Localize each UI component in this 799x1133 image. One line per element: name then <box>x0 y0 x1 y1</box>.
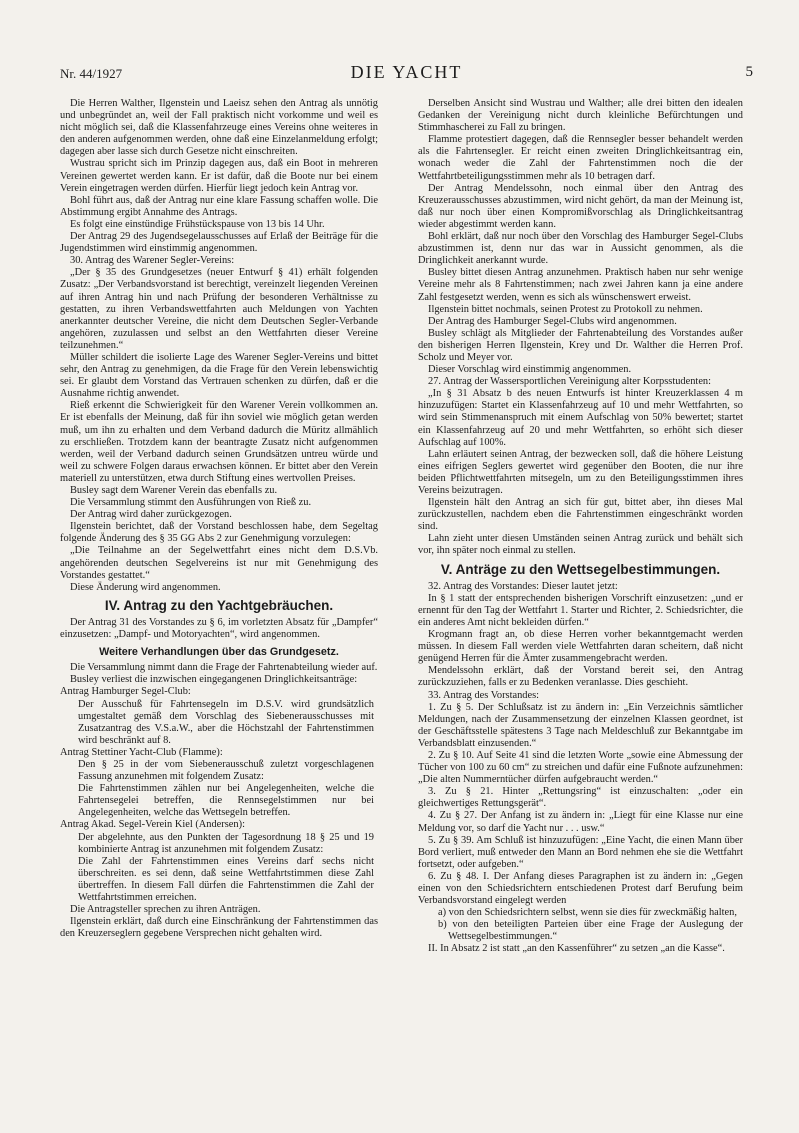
paragraph: Der Antrag 29 des Jugendsegelausschusses auf Erlaß der Beiträge für die Jugendstimmen wird einstimmig angenommen. <box>60 231 378 255</box>
list-item: 6. Zu § 48. I. Der Anfang dieses Paragraphen ist zu ändern in: „Gegen einen von den Schiedsrichtern entschiedenen Protest darf Berufung beim Verbandsvorstand eingelegt werden <box>418 870 743 907</box>
section-heading: V. Anträge zu den Wettsegelbestimmungen. <box>440 561 721 577</box>
paragraph: Flamme protestiert dagegen, daß die Rennsegler besser behandelt werden als die Fahrtensegler. Er reicht einen zweiten Dringlichkeitsantrag ein, wonach weder die Zahl der Fahrtenstimmen noch die der Wettfahrtbeteiligungsstimmen mehr als 10 betragen darf. <box>418 134 743 182</box>
paragraph: Diese Änderung wird angenommen. <box>70 581 221 593</box>
paragraph: Die Versammlung nimmt dann die Frage der Fahrtenabteilung wieder auf. <box>70 662 378 674</box>
paragraph: Der Antrag wird daher zurückgezogen. <box>70 509 232 521</box>
paragraph: Der Antrag des Hamburger Segel-Clubs wird angenommen. <box>428 315 677 327</box>
paragraph: In § 1 statt der entsprechenden bisherigen Vorschrift einzusetzen: „und er ernennt für den Tag der Wettfahrt 1. Starter und Richter, 2. Schiedsrichter, die ein anderes Amt nicht bekleiden dürfen.“ <box>418 592 743 628</box>
paragraph: Ilgenstein berichtet, daß der Vorstand beschlossen habe, dem Segeltag folgende Änderung des § 35 GG Abs 2 zur Genehmigung vorzulegen: <box>60 521 378 545</box>
paragraph: Busley verliest die inzwischen eingegangenen Dringlichkeitsanträge: <box>70 674 358 686</box>
paragraph: Es folgt eine einstündige Frühstückspause von 13 bis 14 Uhr. <box>70 218 325 230</box>
list-item: 5. Zu § 39. Am Schluß ist hinzuzufügen: „Eine Yacht, die einen Mann über Bord verliert, muß entweder den Mann an Bord nehmen ehe sie die Wettfahrt fortsetzt, oder aufgeben.“ <box>418 834 743 870</box>
page-header <box>60 62 753 86</box>
paragraph: Dieser Vorschlag wird einstimmig angenommen. <box>428 364 632 376</box>
paragraph: Die Herren Walther, Ilgenstein und Laeisz sehen den Antrag als unnötig und unbegründet an, weil der Fall praktisch nicht vorkomme und weil es nicht möglich sei, daß die Klassenfahrzeuge eines Vereins ohne weiteres in den anderen aufgenommen werden, ohne daß eine Einzelanmeldung erfolgt; dagegen aber lasse sich durch Gesetze nicht einschreiten. <box>60 98 378 158</box>
page-number: 5 <box>745 64 753 80</box>
motion-text: Der abgelehnte, aus den Punkten der Tagesordnung 18 § 25 und 19 kombinierte Antrag ist anzunehmen mit folgendem Zusatz: <box>78 831 374 855</box>
paragraph: 33. Antrag des Vorstandes: <box>428 689 540 701</box>
paragraph: Ilgenstein erklärt, daß durch eine Einschränkung der Fahrtenstimmen das den Kreuzerseglern gegebene Versprechen nicht gehalten wird. <box>60 916 378 940</box>
list-item: II. In Absatz 2 ist statt „an den Kassenführer“ zu setzen „an die Kasse“. <box>428 943 725 955</box>
motion-text: Der Ausschuß für Fahrtensegeln im D.S.V. wird grundsätzlich umgestaltet gemäß dem Vorschlag des Siebenerausschusses mit Zusatzantrag des V.S.a.W., aber die Höchstzahl der Fahrtenstimmen wird beschränkt auf 8. <box>78 698 374 746</box>
motion-heading: Antrag Akad. Segel-Verein Kiel (Andersen): <box>60 819 245 831</box>
section-heading: IV. Antrag zu den Yachtgebräuchen. <box>104 597 334 613</box>
paragraph: Der Antrag Mendelssohn, noch einmal über den Antrag des Kreuzerausschusses abzustimmen, wird nicht gehört, da man der Meinung ist, daß nur noch über einen Kompromißvorschlag als Dringlichkeitsantrag wieder abgestimmt werden kann. <box>418 182 743 230</box>
paragraph: Lahn zieht unter diesen Umständen seinen Antrag zurück und behält sich vor, ihn später noch einmal zu stellen. <box>418 533 743 557</box>
list-item: 3. Zu § 21. Hinter „Rettungsring“ ist einzuschalten: „oder ein gleichwertiges Rettungsgerät“. <box>418 786 743 810</box>
paragraph: Die Versammlung stimmt den Ausführungen von Rieß zu. <box>70 497 312 509</box>
subsection-heading: Weitere Verhandlungen über das Grundgesetz. <box>99 646 339 659</box>
motion-heading: Antrag Hamburger Segel-Club: <box>60 686 191 698</box>
list-item: 2. Zu § 10. Auf Seite 41 sind die letzten Worte „sowie eine Abmessung der Tücher von 100 zu 60 cm“ zu streichen und dafür eine Fußnote aufzunehmen: „Die alten Nummerntücher dürfen aufgebraucht werden.“ <box>418 749 743 786</box>
paragraph: Krogmann fragt an, ob diese Herren vorher bekanntgemacht werden müssen. In diesem Fall werden viele Wettfahrten daran scheitern, daß nicht genügend Herren für die Ämter zusammengebracht werden. <box>418 629 743 665</box>
paragraph: Lahn erläutert seinen Antrag, der bezwecken soll, daß die höhere Leistung eines eifrigen Seglers gewertet wird gegenüber den Booten, die nur ihre beiden Pflichtwettfahrten mitsegeln, um zu den Beteiligungsstimmen ihres Vereins beizutragen. <box>418 448 743 496</box>
list-item: 4. Zu § 27. Der Anfang ist zu ändern in: „Liegt für eine Klasse nur eine Meldung vor, so darf die Yacht nur . . . usw.“ <box>418 810 743 834</box>
paragraph: Mendelssohn erklärt, daß der Vorstand bereit sei, den Antrag zurückzuziehen, falls er zu Bedenken veranlasse. Dies geschieht. <box>418 665 743 689</box>
paragraph: Busley sagt dem Warener Verein das ebenfalls zu. <box>70 485 278 496</box>
paragraph: Ilgenstein bittet nochmals, seinen Protest zu Protokoll zu nehmen. <box>428 303 703 315</box>
motion-text: Die Fahrtenstimmen zählen nur bei Angelegenheiten, welche die Fahrtensegelei betreffen, die Rennsegelstimmen nur bei Angelegenheiten, welche das Wettsegeln betreffen. <box>78 783 374 819</box>
quoted-paragraph: „Der § 35 des Grundgesetzes (neuer Entwurf § 41) erhält folgenden Zusatz: „Der Verbandsvorstand ist berechtigt, vereinzelt liegenden Vereinen auf ihren Antrag hin und nach Prüfung der besonderen Verhältnisse zu gestatten, zu ihren Verbandswettfahrten auch Meldungen von Yachten anerkannter deutscher Vereine, die nicht dem Deutschen Segler-Verbande angehören, zuzulassen und selbst an den Wettfahrten dieser Vereine teilzunehmen.“ <box>60 267 378 351</box>
paragraph: Ilgenstein hält den Antrag an sich für gut, bittet aber, ihn dieses Mal zurückzustellen, nachdem eben die Fahrtenstimmen eingeschränkt worden sind. <box>418 497 743 533</box>
list-item: 1. Zu § 5. Der Schlußsatz ist zu ändern in: „Ein Verzeichnis sämtlicher Meldungen, nach der Zusammensetzung der einzelnen Klassen geordnet, ist der Geschäftsstelle spätestens 3 Tage nach Meldeschluß zur Bekanntgabe im Verbandsblatt einzusenden.“ <box>418 701 743 749</box>
right-column <box>418 98 743 956</box>
motion-text: Den § 25 in der vom Siebenerausschuß zuletzt vorgeschlagenen Fassung anzunehmen mit folgendem Zusatz: <box>78 758 374 783</box>
motion-text: Die Zahl der Fahrtenstimmen eines Vereins darf sechs nicht überschreiten. es sei denn, daß seine Wettfahrtstimmen diese Zahl übertreffen. In diesem Fall dürfen die Fahrtenstimmen die Zahl der Wettfahrtstimmen erreichen. <box>78 855 374 903</box>
quoted-paragraph: „Die Teilnahme an der Segelwettfahrt eines nicht dem D.S.Vb. angehörenden deutschen Segelvereins ist nur mit Genehmigung des Vorstandes gestattet.“ <box>60 545 378 581</box>
paragraph: 27. Antrag der Wassersportlichen Vereinigung alter Korpsstudenten: <box>428 376 712 388</box>
quoted-paragraph: „In § 31 Absatz b des neuen Entwurfs ist hinter Kreuzerklassen 4 m hinzuzufügen: Startet ein Klassenfahrzeug auf 10 und mehr Wettfahrten, so wird sein Stimmenanspruch mit einem Aufschlag von 50% bewertet; startet ein Klassenfahrzeug auf 20 und mehr Wettfahrten, so erhöht sich dieser Aufschlag auf 100%. <box>418 388 743 448</box>
paragraph: Busley schlägt als Mitglieder der Fahrtenabteilung des Vorstandes außer den bisherigen Herren Ilgenstein, Krey und Dr. Walther die Herren Prof. Scholz und Meyer vor. <box>418 327 743 363</box>
paragraph: 30. Antrag des Warener Segler-Vereins: <box>70 255 235 267</box>
paragraph: Der Antrag 31 des Vorstandes zu § 6, im vorletzten Absatz für „Dampfer“ einzusetzen: „Dampf- und Motoryachten“, wird angenommen. <box>60 616 378 641</box>
sub-list-item: a) von den Schiedsrichtern selbst, wenn sie dies für zweckmäßig halten, <box>438 907 737 919</box>
paragraph: Busley bittet diesen Antrag anzunehmen. Praktisch haben nur sehr wenige Vereine mehr als 8 Fahrtenstimmen; nach zwei Jahren kann ja eine andere Zahl festgesetzt werden, wenn es sich als wünschenswert erweist. <box>418 267 743 303</box>
paragraph: Wustrau spricht sich im Prinzip dagegen aus, daß ein Boot in mehreren Vereinen gewertet werden kann. Er ist dafür, daß die Boote nur bei einem Verein eingetragen werden dürfen. Hierfür liegt jedoch kein Antrag vor. <box>60 158 378 194</box>
paragraph: Rieß erkennt die Schwierigkeit für den Warener Verein vollkommen an. Er ist ebenfalls der Meinung, daß für ihn soviel wie möglich getan werden muß, um ihn zu erhalten und dem Verband dadurch die Müritz allmählich zu erschließen. Trotzdem kann der beantragte Zusatz nicht aufgenommen werden, weil der Verband dadurch seinen Grundsätzen untreu würde und weil zu schwere Folgen daraus erwachsen können. Er bittet aber den Verein materiell zu unterstützen, etwa durch Stiftung eines wertvollen Preises. <box>60 400 378 484</box>
paragraph: Bohl führt aus, daß der Antrag nur eine klare Fassung schaffen wolle. Die Abstimmung ergibt Annahme des Antrags. <box>60 194 378 218</box>
sub-list-item: b) von den beteiligten Parteien über eine Frage der Auslegung der Wettsegelbestimmungen.“ <box>438 919 743 943</box>
paragraph: Die Antragsteller sprechen zu ihren Anträgen. <box>70 904 261 916</box>
paragraph: 32. Antrag des Vorstandes: Dieser lautet jetzt: <box>428 580 618 592</box>
paragraph: Derselben Ansicht sind Wustrau und Walther; alle drei bitten den idealen Gedanken der Vereinigung nicht durch kleinliche Befürchtungen und Stimmhascherei zu Fall zu bringen. <box>418 98 743 134</box>
left-column <box>60 98 378 940</box>
magazine-title: DIE YACHT <box>350 62 463 82</box>
paragraph: Müller schildert die isolierte Lage des Warener Segler-Vereins und bittet sehr, den Antrag zu genehmigen, da die Frage für den Verein lebenswichtig sei. Er glaubt dem Vorstand das Vertrauen schenken zu dürfen, daß er die Ausnahme richtig anwendet. <box>60 351 378 400</box>
motion-heading: Antrag Stettiner Yacht-Club (Flamme): <box>60 746 223 758</box>
issue-number: Nr. 44/1927 <box>60 66 123 81</box>
paragraph: Bohl erklärt, daß nur noch über den Vorschlag des Hamburger Segel-Clubs abzustimmen ist, denn nur das war in Aussicht genommen, als die Dringlichkeit anerkannt wurde. <box>418 231 743 267</box>
